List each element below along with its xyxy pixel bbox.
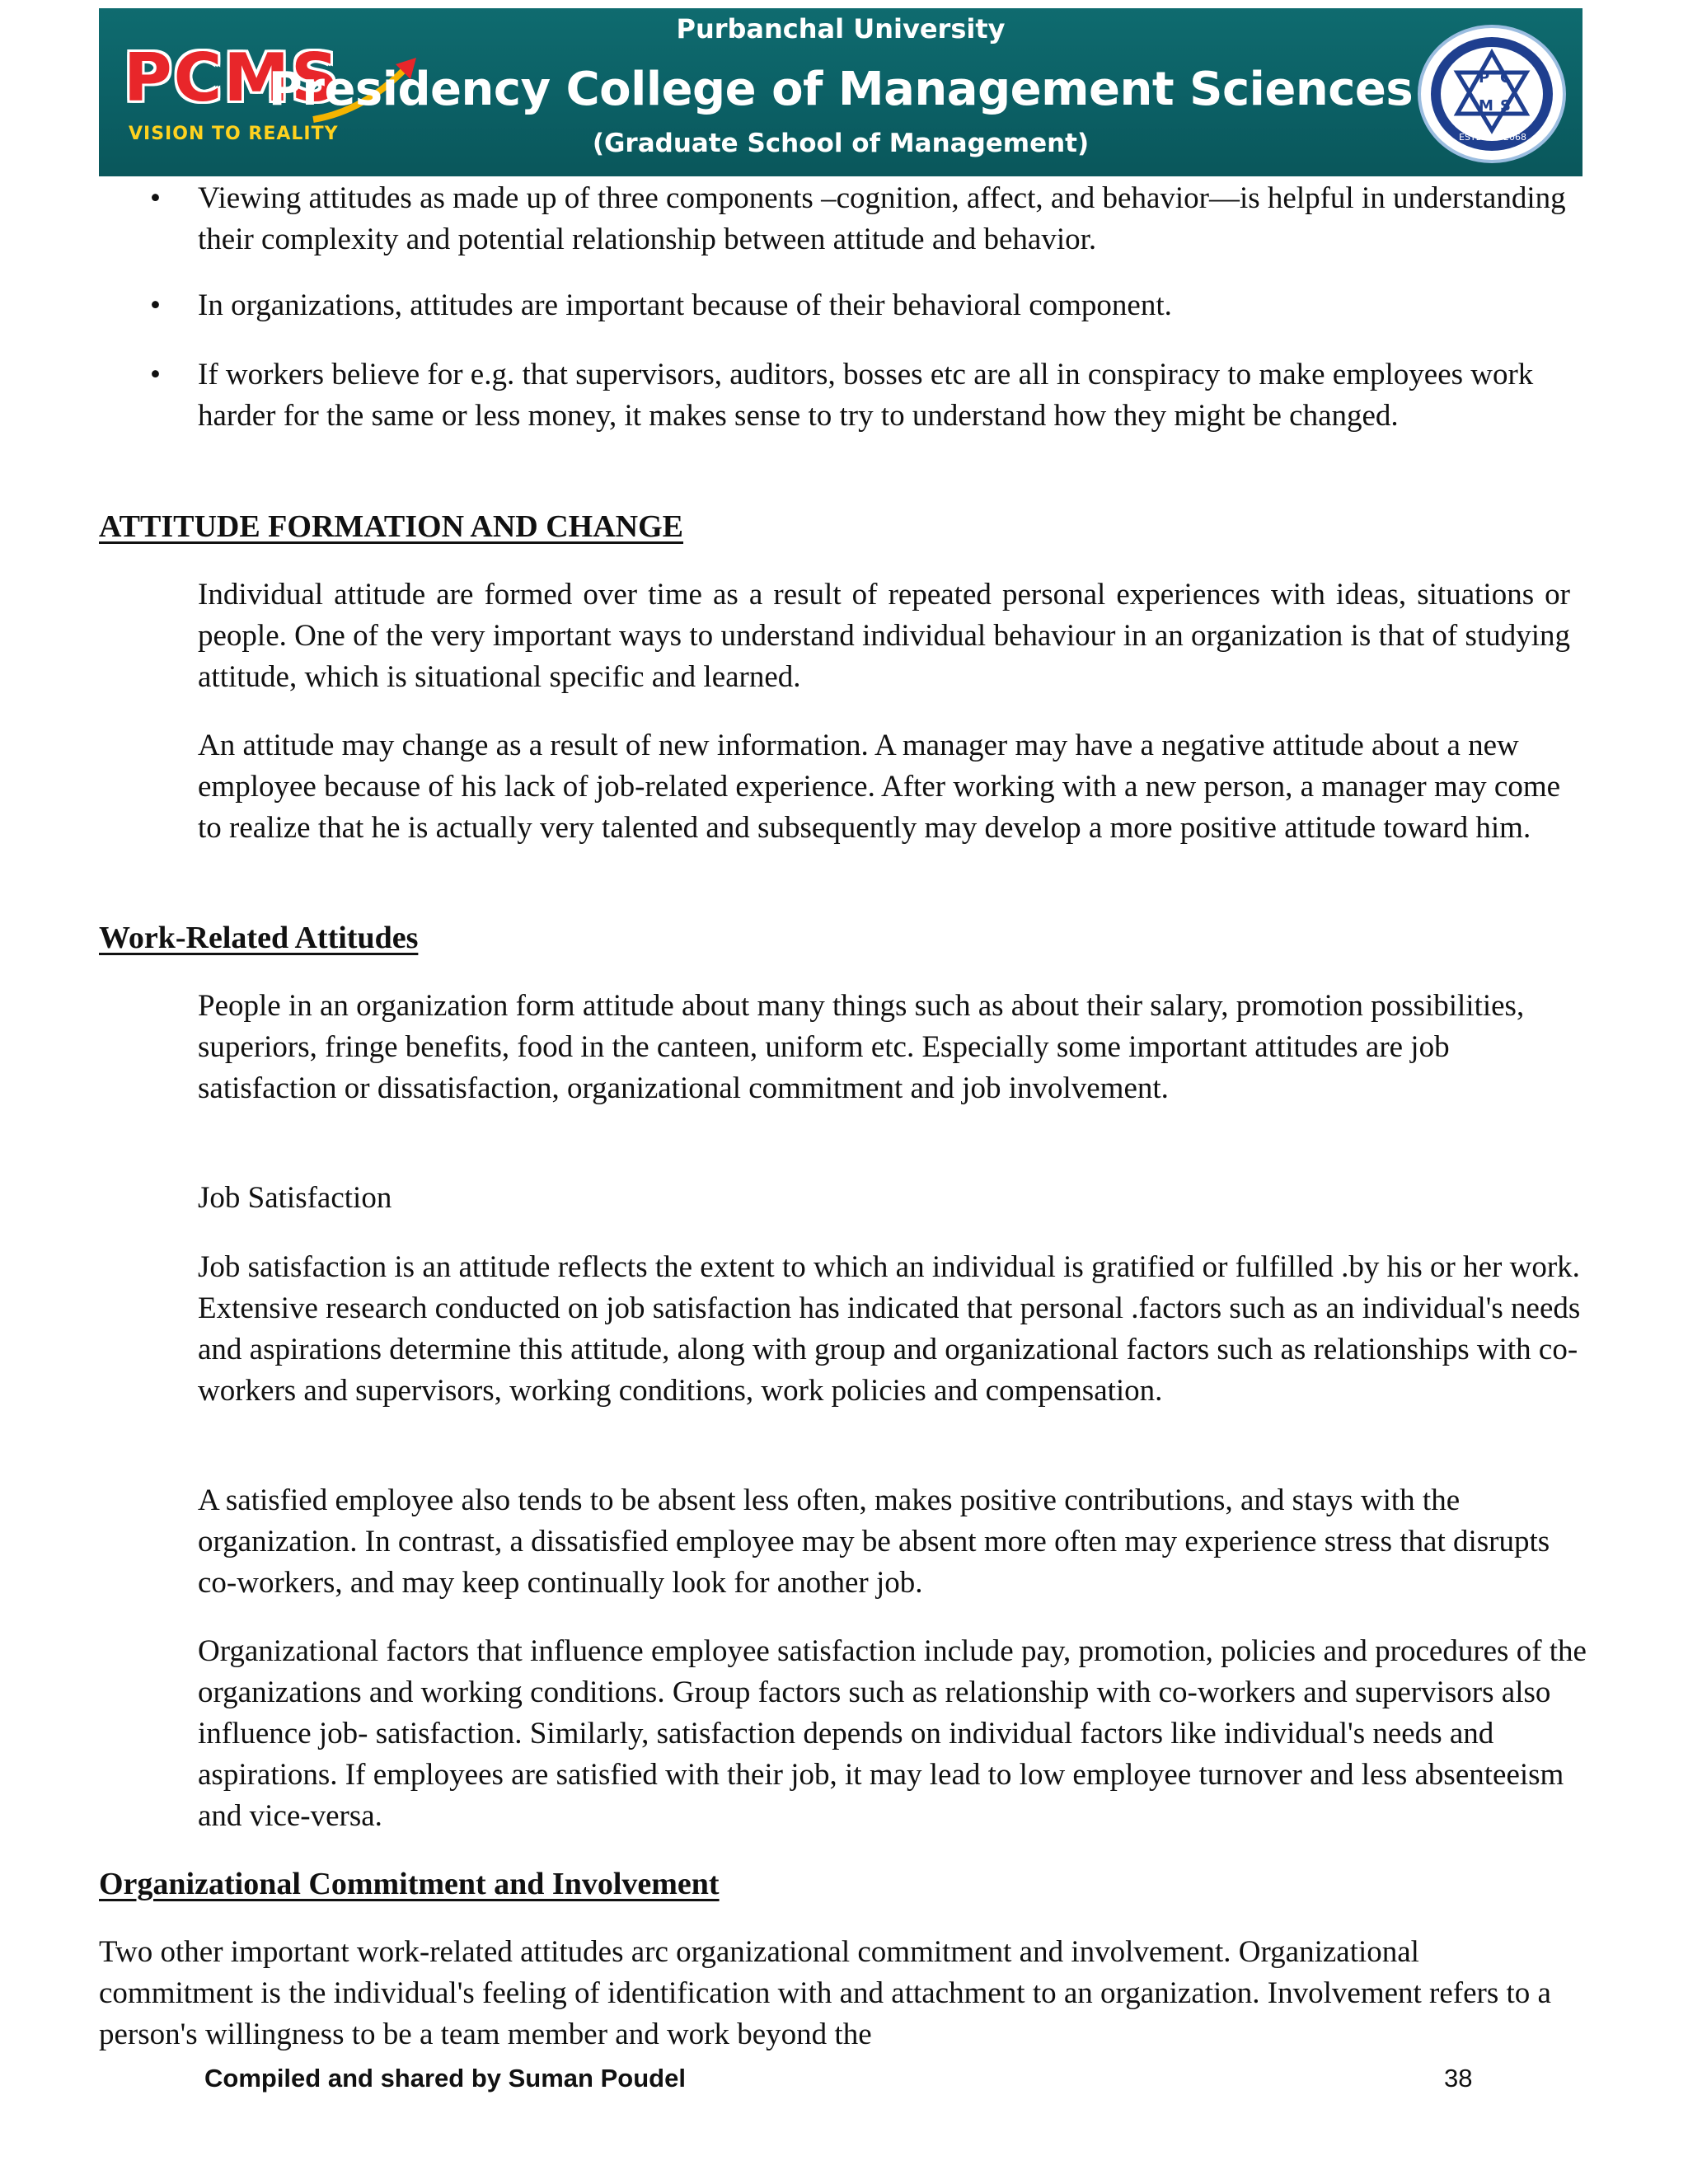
- paragraph: A satisfied employee also tends to be absent less often, makes positive contributions, and stays with the organization. In contrast, a dissatisfied employee may be absent more often may experience stress that disrupts co-workers, and may keep continually look for another job.: [198, 1483, 1550, 1600]
- paragraph: An attitude may change as a result of new information. A manager may have a negative attitude about a new employee because of his lack of job-related experience. After working with a new person, a manager may come to realize that he is actually very talented and subsequently may develop a more positive attitude toward him.: [198, 729, 1561, 845]
- paragraph: Job satisfaction is an attitude reflects the extent to which an individual is gratified or fulfilled .by his or her work. Extensive research conducted on job satisfaction has indicated that personal .factors such as an individual's needs and aspirations determine this attitude, along with group and organizational factors such as relationships with co-workers and supervisors, working conditions, work policies and compensation.: [198, 1250, 1581, 1408]
- university-name: Purbanchal University: [676, 13, 1006, 45]
- seal-letter-s: S: [1500, 97, 1511, 115]
- paragraph: People in an organization form attitude about many things such as about their salary, promotion possibilities, superiors, fringe benefits, food in the canteen, uniform etc. Especially some important attitudes are job satisfaction or dissatisfaction, organizational commitment and job involvement.: [198, 989, 1525, 1105]
- paragraph: Individual attitude are formed over time as a result of repeated personal experiences with ideas, situations or people. One of the very important ways to understand individual behaviour in an organization is that of studying attitude, which is situational specific and learned.: [198, 578, 1570, 694]
- bullet-icon: •: [150, 358, 161, 391]
- bullet-item: In organizations, attitudes are important because of their behavioral component.: [198, 288, 1172, 322]
- bullet-icon: •: [150, 181, 161, 215]
- header-banner: [99, 8, 1582, 176]
- seal-letter-p: P: [1479, 69, 1490, 87]
- school-name: (Graduate School of Management): [592, 129, 1090, 158]
- paragraph: Two other important work-related attitudes arc organizational commitment and involvement. Organizational commitment is the individual's feeling of identification with and attachment to an organization. Involvement refers to a person's willingness to be a team member and work beyond the: [99, 1935, 1551, 2051]
- seal-year: 2068: [1503, 132, 1526, 143]
- bullet-item: Viewing attitudes as made up of three components –cognition, affect, and behavior—is helpful in understanding their complexity and potential relationship between attitude and behavior.: [198, 181, 1566, 256]
- logo-text: PCMS: [124, 40, 340, 116]
- section-heading-work-related: Work-Related Attitudes: [99, 921, 419, 955]
- seal-letter-m: M: [1479, 97, 1493, 115]
- page-number: 38: [1444, 2064, 1473, 2093]
- college-name: Presidency College of Management Sciences: [268, 63, 1414, 116]
- subheading-job-satisfaction: Job Satisfaction: [198, 1181, 392, 1215]
- section-heading-formation: ATTITUDE FORMATION AND CHANGE: [99, 509, 684, 544]
- bullet-icon: •: [150, 288, 161, 322]
- section-heading-commitment: Organizational Commitment and Involvement: [99, 1867, 720, 1901]
- bullet-item: If workers believe for e.g. that supervisors, auditors, bosses etc are all in conspiracy to make employees work harder for the same or less money, it makes sense to try to understand how they might be changed.: [198, 358, 1534, 433]
- seal-estd: ESTD: [1459, 132, 1484, 143]
- paragraph: Organizational factors that influence employee satisfaction include pay, promotion, policies and procedures of the organizations and working conditions. Group factors such as relationship with co-workers and supervisors also influence job- satisfaction. Similarly, satisfaction depends on individual factors like individual's needs and aspirations. If employees are satisfied with their job, it may lead to low employee turnover and less absenteeism and vice-versa.: [198, 1634, 1587, 1833]
- logo-tagline: VISION TO REALITY: [129, 124, 339, 144]
- seal-letter-c: C: [1500, 69, 1512, 87]
- college-seal-icon: [1418, 25, 1566, 163]
- footer-credit: Compiled and shared by Suman Poudel: [204, 2064, 686, 2093]
